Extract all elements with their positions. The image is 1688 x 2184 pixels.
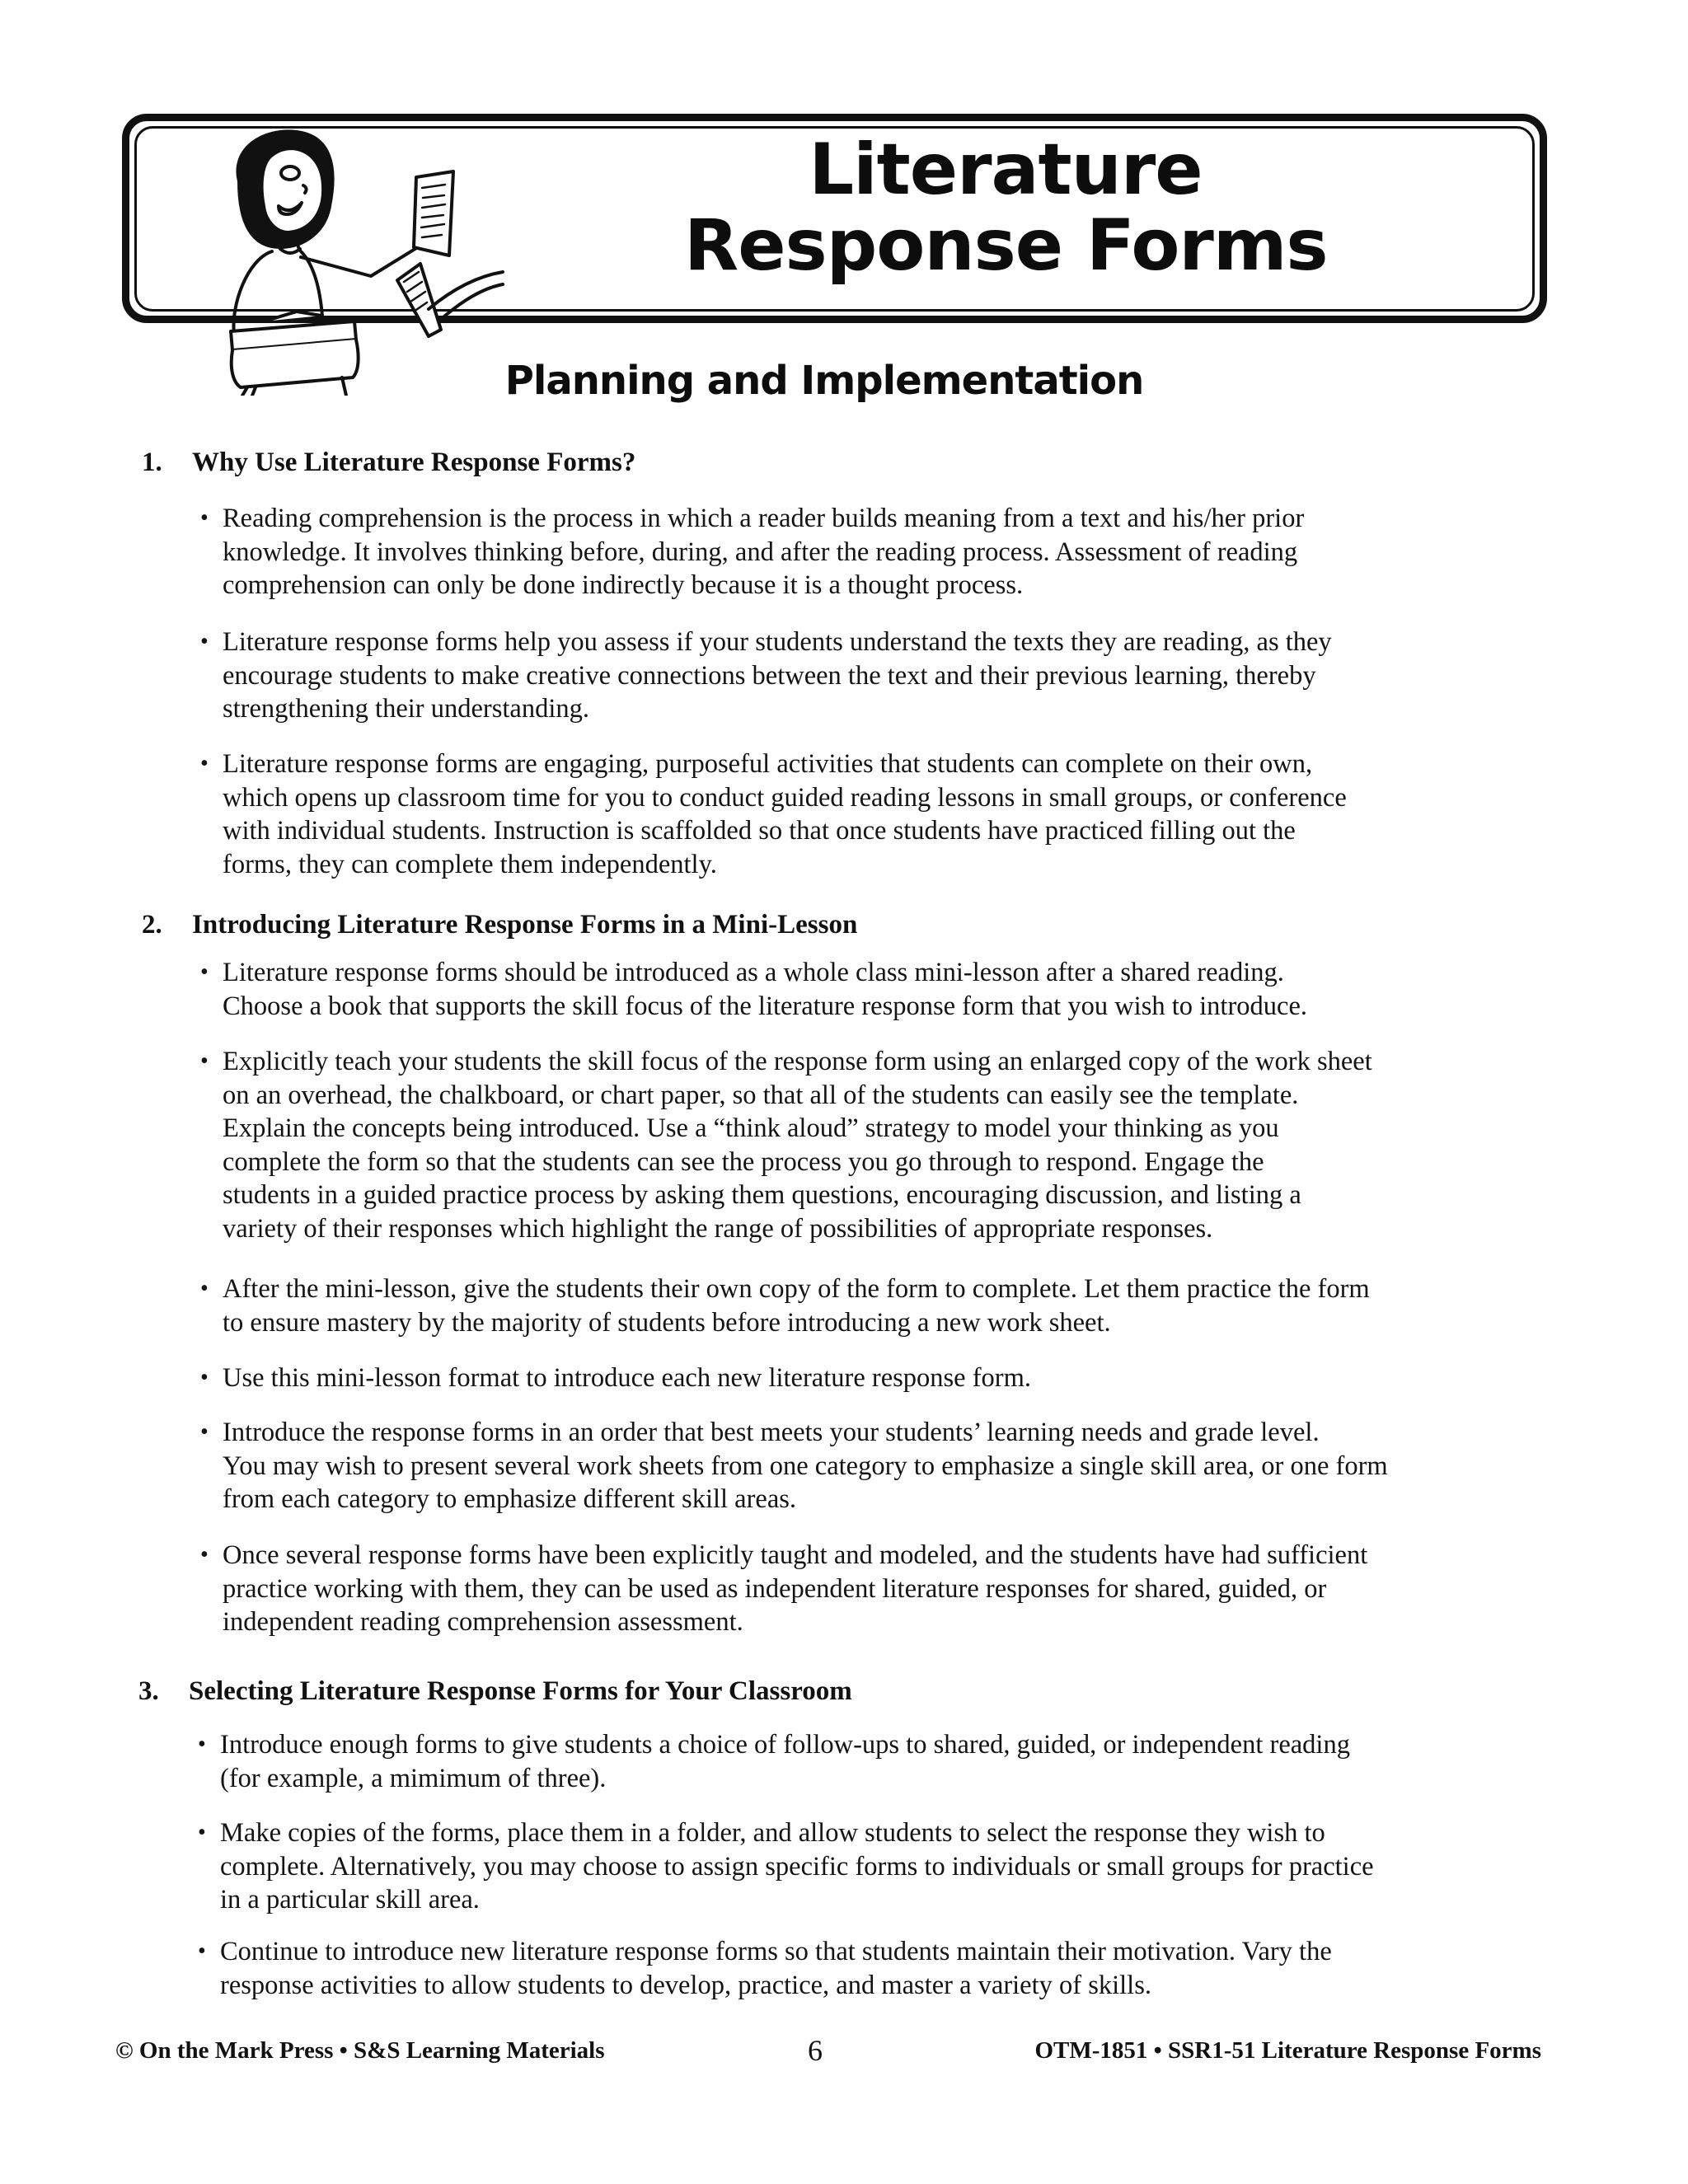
text-line: in a particular skill area. bbox=[220, 1885, 480, 1915]
bullet-icon: • bbox=[200, 1419, 209, 1445]
footer-publisher: © On the Mark Press • S&S Learning Materials bbox=[115, 2037, 605, 2064]
section-heading-1 bbox=[142, 446, 635, 479]
text-line: You may wish to present several work sheets from one category to emphasize a single skill area, or one form bbox=[223, 1451, 1388, 1481]
text-line: complete. Alternatively, you may choose to assign specific forms to individuals or small groups for practice bbox=[220, 1851, 1374, 1882]
text-line: complete the form so that the students can see the process you go through to respond. Engage the bbox=[223, 1146, 1264, 1177]
text-line: Once several response forms have been explicitly taught and modeled, and the students have had sufficient bbox=[223, 1540, 1368, 1570]
text-line: Literature response forms should be introduced as a whole class mini-lesson after a shared reading. bbox=[223, 958, 1284, 987]
teacher-holding-worksheets-icon bbox=[206, 115, 585, 396]
section-number: 2. bbox=[142, 910, 162, 940]
text-line: Introduce enough forms to give students a choice of follow-ups to shared, guided, or independent reading bbox=[220, 1730, 1350, 1760]
bullet-icon: • bbox=[200, 751, 209, 776]
page-number: 6 bbox=[808, 2034, 823, 2067]
section-heading-2 bbox=[142, 908, 857, 941]
text-line: response activities to allow students to develop, practice, and master a variety of skills. bbox=[220, 1970, 1151, 2000]
text-line: from each category to emphasize different skill areas. bbox=[223, 1484, 797, 1515]
text-line: Introduce the response forms in an order that best meets your students’ learning needs and grade level. bbox=[223, 1418, 1320, 1447]
text-line: on an overhead, the chalkboard, or chart paper, so that all of the students can easily see the template. bbox=[223, 1080, 1299, 1110]
bullet-icon: • bbox=[200, 505, 209, 531]
text-line: Continue to introduce new literature response forms so that students maintain their motivation. Vary the bbox=[220, 1937, 1332, 1966]
text-line: practice working with them, they can be used as independent literature responses for shared, guided, or bbox=[223, 1573, 1327, 1604]
section-title: Why Use Literature Response Forms? bbox=[192, 448, 636, 477]
bullet-icon: • bbox=[198, 1938, 206, 1964]
bullet-icon: • bbox=[200, 1365, 209, 1390]
text-line: with individual students. Instruction is scaffolded so that once students have practiced filling out the bbox=[223, 816, 1296, 846]
footer-product-code: OTM-1851 • SSR1-51 Literature Response Forms bbox=[1034, 2037, 1541, 2064]
text-line: Literature response forms help you assess if your students understand the texts they are reading, as they bbox=[223, 627, 1332, 657]
section-number: 3. bbox=[138, 1676, 159, 1706]
text-line: comprehension can only be done indirectly because it is a thought process. bbox=[223, 570, 1024, 601]
text-line: (for example, a mimimum of three). bbox=[220, 1763, 607, 1793]
bullet-icon: • bbox=[200, 629, 209, 654]
bullet-icon: • bbox=[200, 1048, 209, 1074]
text-line: students in a guided practice process by asking them questions, encouraging discussion, and listing a bbox=[223, 1180, 1301, 1211]
text-line: Reading comprehension is the process in which a reader builds meaning from a text and his/her prior bbox=[223, 504, 1305, 533]
bullet-icon: • bbox=[200, 1542, 209, 1568]
text-line: After the mini-lesson, give the students their own copy of the form to complete. Let them practice the form bbox=[223, 1274, 1370, 1304]
section-number: 1. bbox=[142, 448, 162, 477]
text-line: Make copies of the forms, place them in a folder, and allow students to select the response they wish to bbox=[220, 1818, 1325, 1848]
text-line: forms, they can complete them independently. bbox=[223, 849, 717, 879]
text-line: knowledge. It involves thinking before, during, and after the reading process. Assessment of reading bbox=[223, 537, 1298, 567]
section-title: Introducing Literature Response Forms in a Mini-Lesson bbox=[192, 910, 858, 940]
bullet-icon: • bbox=[198, 1732, 206, 1757]
text-line: variety of their responses which highlight the range of possibilities of appropriate responses. bbox=[223, 1213, 1213, 1244]
bullet-icon: • bbox=[200, 1276, 209, 1301]
bullet-icon: • bbox=[200, 959, 209, 985]
page-subtitle: Planning and Implementation bbox=[504, 358, 1144, 404]
section-title: Selecting Literature Response Forms for Your Classroom bbox=[189, 1676, 852, 1706]
section-heading-3 bbox=[138, 1675, 852, 1708]
text-line: encourage students to make creative connections between the text and their previous learning, thereby bbox=[223, 660, 1316, 691]
text-line: Explicitly teach your students the skill focus of the response form using an enlarged copy of the work sheet bbox=[223, 1047, 1372, 1076]
bullet-icon: • bbox=[198, 1820, 206, 1845]
text-line: independent reading comprehension assessment. bbox=[223, 1607, 743, 1638]
text-line: to ensure mastery by the majority of students before introducing a new work sheet. bbox=[223, 1307, 1111, 1338]
title-line-2: Response Forms bbox=[684, 204, 1328, 287]
title-line-1: Literature bbox=[809, 129, 1203, 211]
text-line: Use this mini-lesson format to introduce each new literature response form. bbox=[223, 1363, 1032, 1393]
text-line: Explain the concepts being introduced. Use a “think aloud” strategy to model your thinking as you bbox=[223, 1113, 1279, 1144]
page-title bbox=[684, 129, 1328, 287]
text-line: strengthening their understanding. bbox=[223, 694, 589, 724]
text-line: Literature response forms are engaging, purposeful activities that students can complete on their own, bbox=[223, 749, 1313, 779]
text-line: which opens up classroom time for you to conduct guided reading lessons in small groups, or conference bbox=[223, 782, 1347, 813]
text-line: Choose a book that supports the skill focus of the literature response form that you wish to introduce. bbox=[223, 991, 1307, 1021]
